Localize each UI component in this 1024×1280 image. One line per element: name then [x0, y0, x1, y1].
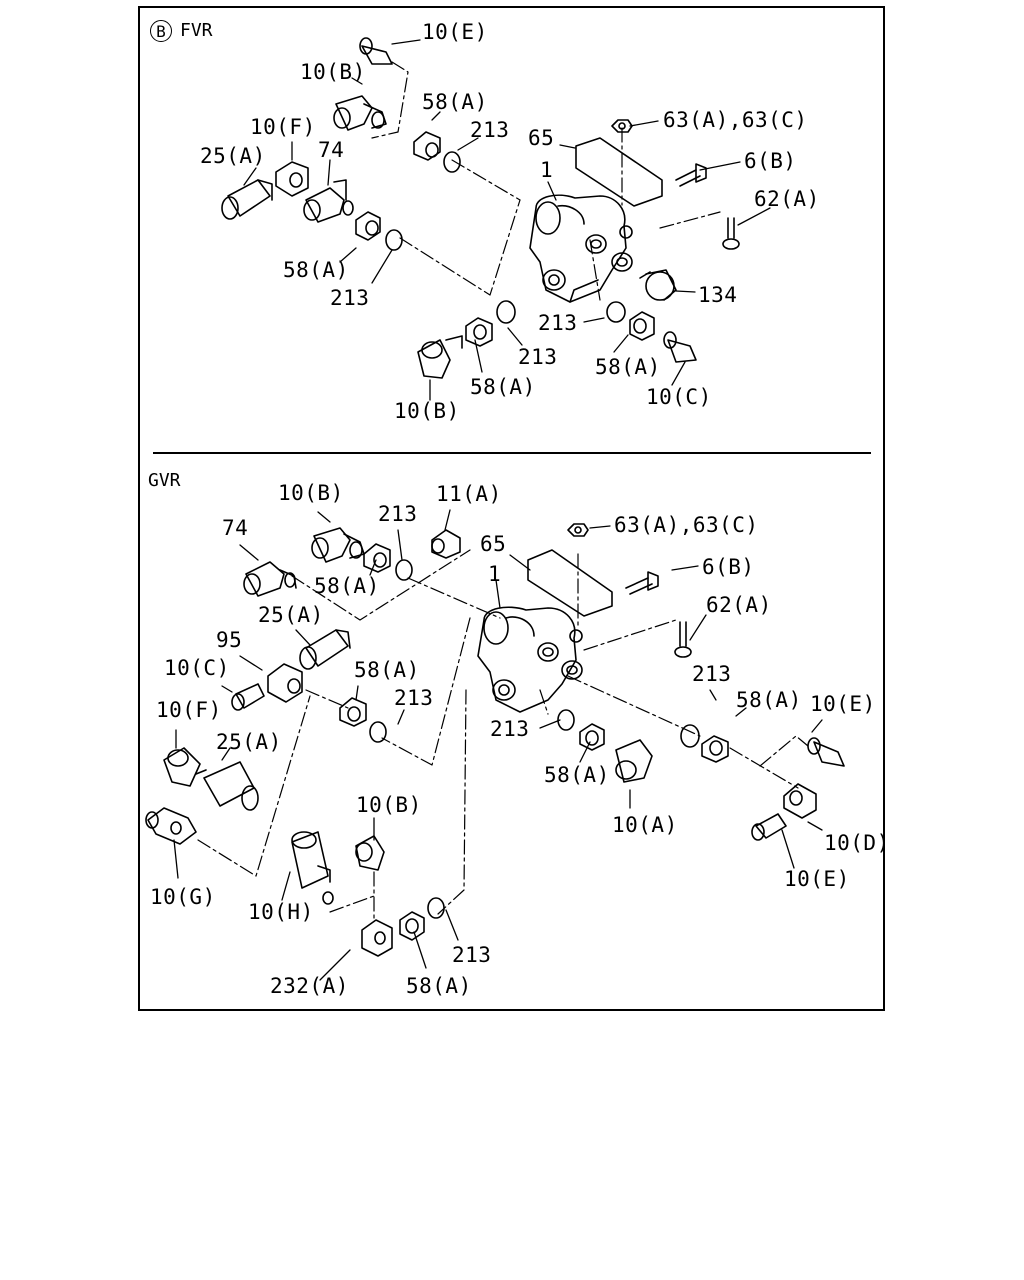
- callout-label: 65: [480, 532, 507, 556]
- callout-label: 6(B): [744, 149, 797, 173]
- fvr-bracket-hole: [620, 226, 632, 238]
- callout-label: 1: [540, 158, 554, 182]
- callout-label: 58(A): [736, 688, 802, 712]
- gvr-bolt-6b: [626, 572, 658, 594]
- callout-label: 58(A): [422, 90, 488, 114]
- callout-label: 10(H): [248, 900, 314, 924]
- fvr-relay-valve: [530, 195, 632, 302]
- callout-label: 213: [452, 943, 492, 967]
- callout-label: 63(A),63(C): [614, 513, 759, 537]
- fvr-fitting-10c: [664, 332, 696, 362]
- callout-label: 213: [394, 686, 434, 710]
- gvr-fitting-10e-upper: [808, 738, 844, 766]
- callout-label: 62(A): [706, 593, 772, 617]
- gvr-washer-213-top: [396, 560, 412, 580]
- fvr-title-text: FVR: [180, 20, 213, 41]
- callout-label: 58(A): [283, 258, 349, 282]
- gvr-nut-58a-mid: [340, 698, 366, 726]
- gvr-tee-10g: [146, 808, 196, 844]
- fvr-nut-58a-right: [630, 312, 654, 340]
- callout-label: 213: [490, 717, 530, 741]
- fvr-washer-213-right: [607, 302, 625, 322]
- fvr-washer-213-mid: [386, 230, 402, 250]
- fvr-nut-58a-lower: [466, 318, 492, 346]
- callout-label: 10(E): [810, 692, 876, 716]
- callout-label: 232(A): [270, 974, 349, 998]
- callout-label: 10(B): [278, 481, 344, 505]
- callout-label: 10(B): [356, 793, 422, 817]
- gvr-bracket: [528, 550, 612, 616]
- gvr-elbow-10a: [616, 740, 652, 782]
- fvr-bolt-6b: [676, 164, 706, 186]
- gvr-block-95: [268, 664, 302, 702]
- callout-label: 10(F): [250, 115, 316, 139]
- callout-label: 11(A): [436, 482, 502, 506]
- gvr-fitting-10b-top: [312, 528, 364, 562]
- gvr-nut-58a-top: [364, 544, 390, 572]
- gvr-washer-213-bottom: [428, 898, 444, 918]
- callout-label: 58(A): [354, 658, 420, 682]
- callout-label: 74: [318, 138, 345, 162]
- callout-label: 213: [470, 118, 510, 142]
- callout-label: 10(G): [150, 885, 216, 909]
- gvr-switch-25a-upper: [300, 630, 350, 669]
- callout-label: 25(A): [216, 730, 282, 754]
- fvr-nut-58a-mid: [356, 212, 380, 240]
- fvr-fitting-74: [304, 180, 353, 222]
- callout-label: 10(B): [394, 399, 460, 423]
- callout-label: 10(D): [824, 831, 890, 855]
- callout-label: 95: [216, 628, 243, 652]
- gvr-washer-213-right-b: [681, 725, 699, 747]
- callout-label: 213: [692, 662, 732, 686]
- gvr-washer-213-mid: [370, 722, 386, 742]
- callout-label: 213: [518, 345, 558, 369]
- callout-label: 10(A): [612, 813, 678, 837]
- callout-label: 63(A),63(C): [663, 108, 808, 132]
- callout-label: 62(A): [754, 187, 820, 211]
- callout-label: 213: [538, 311, 578, 335]
- gvr-bracket-hole: [570, 630, 582, 642]
- callout-label: 134: [698, 283, 738, 307]
- fvr-bolt-62a: [723, 218, 739, 249]
- callout-label: 10(B): [300, 60, 366, 84]
- fvr-tee-10f: [276, 162, 308, 196]
- callout-label: 10(E): [422, 20, 488, 44]
- gvr-bolt-62a: [675, 622, 691, 657]
- gvr-fitting-10d: [784, 784, 816, 818]
- callout-label: 25(A): [258, 603, 324, 627]
- gvr-nut: [568, 524, 588, 536]
- fvr-plug-134: [640, 270, 676, 300]
- gvr-plug-11a: [432, 530, 460, 558]
- fvr-bracket: [576, 138, 662, 206]
- callout-label: 65: [528, 126, 555, 150]
- gvr-fitting-74: [244, 562, 296, 596]
- fvr-washer-213-upper: [444, 152, 460, 172]
- gvr-fitting-10c: [232, 684, 264, 710]
- section-badge: B: [150, 20, 172, 42]
- callout-label: 6(B): [702, 555, 755, 579]
- fvr-illustration: [222, 38, 770, 400]
- gvr-elbow-10h: [292, 832, 333, 904]
- callout-label: 58(A): [406, 974, 472, 998]
- gvr-fitting-10b-lower: [356, 836, 384, 870]
- gvr-elbow-10f: [164, 748, 200, 786]
- callout-label: 58(A): [544, 763, 610, 787]
- callout-label: 213: [330, 286, 370, 310]
- gvr-nut-58a-right-a: [580, 724, 604, 750]
- callout-label: 10(C): [164, 656, 230, 680]
- callout-label: 58(A): [470, 375, 536, 399]
- callout-label: 1: [488, 562, 502, 586]
- gvr-nut-58a-bottom: [400, 912, 424, 940]
- callout-label: 213: [378, 502, 418, 526]
- gvr-nut-58a-right-b: [702, 736, 728, 762]
- gvr-switch-25a-lower: [196, 762, 258, 810]
- callout-label: 58(A): [314, 574, 380, 598]
- callout-label: 10(F): [156, 698, 222, 722]
- fvr-fitting-10b: [334, 96, 386, 130]
- fvr-section-title: [150, 20, 213, 42]
- fvr-nut-58a-upper: [414, 132, 440, 160]
- fvr-washer-213-lower: [497, 301, 515, 323]
- callout-label: 58(A): [595, 355, 661, 379]
- gvr-tee-232a: [362, 920, 392, 956]
- fvr-switch-25a: [222, 180, 272, 219]
- gvr-fitting-10e-lower: [752, 814, 786, 840]
- callout-label: 74: [222, 516, 249, 540]
- callout-label: 25(A): [200, 144, 266, 168]
- gvr-section-title: GVR: [148, 470, 181, 491]
- gvr-relay-valve: [478, 607, 582, 712]
- callout-label: 10(E): [784, 867, 850, 891]
- fvr-elbow-10b: [418, 336, 462, 378]
- callout-label: 10(C): [646, 385, 712, 409]
